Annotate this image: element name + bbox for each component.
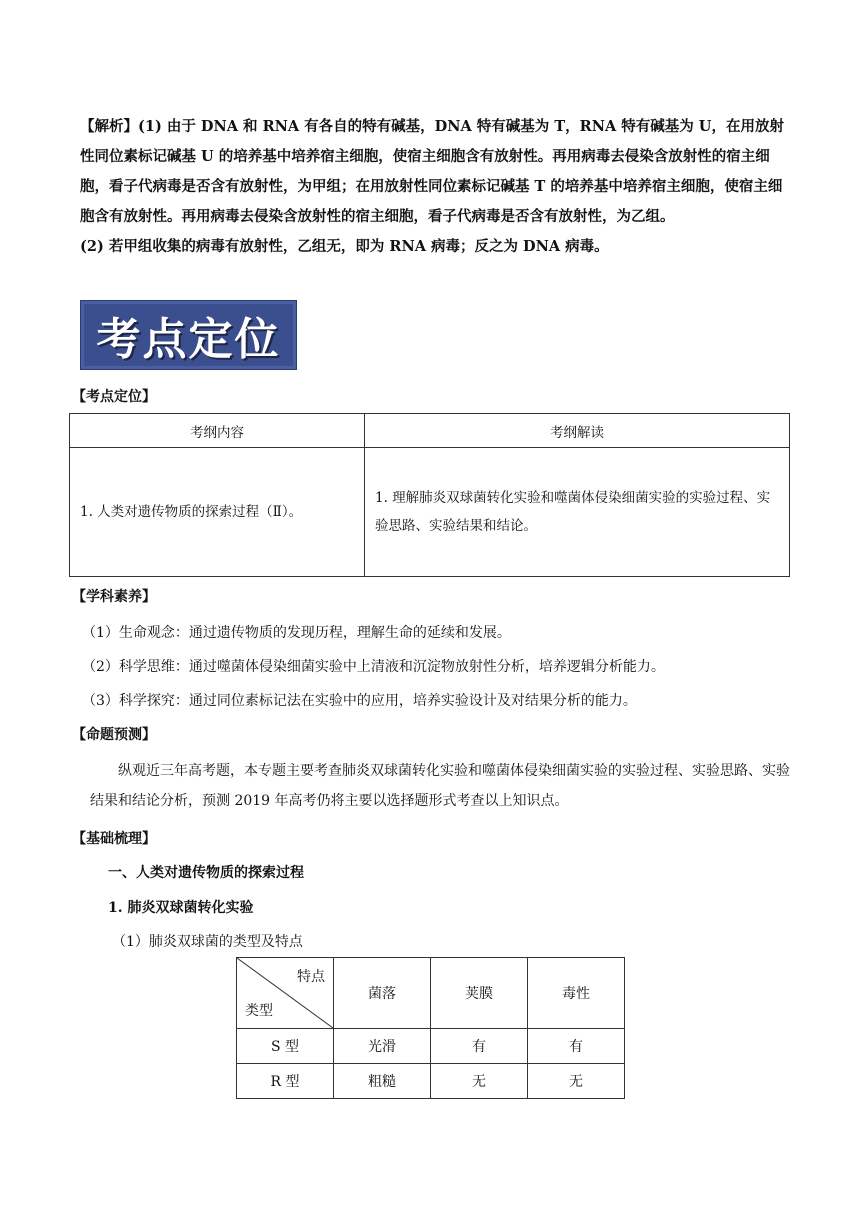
table-header-row <box>237 958 625 1029</box>
pneumococcus-types-table <box>236 957 625 1099</box>
heading-level-2: 1. 肺炎双球菌转化实验 <box>108 900 254 916</box>
cell-type: R 型 <box>237 1064 334 1099</box>
kaodian-banner <box>80 300 297 370</box>
analysis-block <box>80 112 792 262</box>
yuce-paragraph: 纵观近三年高考题，本专题主要考查肺炎双球菌转化实验和噬菌体侵染细菌实验的实验过程、实验思路、实验结果和结论分析，预测 2019 年高考仍将主要以选择题形式考查以上知识点。 <box>90 763 790 809</box>
cell-virulence: 无 <box>528 1064 625 1099</box>
diagonal-header-cell <box>237 958 334 1029</box>
cell-capsule: 有 <box>431 1029 528 1064</box>
table-header-row <box>70 414 790 448</box>
table-row <box>237 1064 625 1099</box>
section-title-jichu: 【基础梳理】 <box>72 831 156 847</box>
cell-type: S 型 <box>237 1029 334 1064</box>
table-row <box>237 1029 625 1064</box>
cell-capsule: 无 <box>431 1064 528 1099</box>
cell-colony: 粗糙 <box>334 1064 431 1099</box>
header-virulence: 毒性 <box>528 958 625 1029</box>
cell-virulence: 有 <box>528 1029 625 1064</box>
section-title-kaodian: 【考点定位】 <box>72 389 156 405</box>
cell-colony: 光滑 <box>334 1029 431 1064</box>
cell-content: 1. 人类对遗传物质的探索过程（Ⅱ）。 <box>70 448 365 577</box>
suyang-item-3: （3）科学探究：通过同位素标记法在实验中的应用，培养实验设计及对结果分析的能力。 <box>82 693 637 709</box>
suyang-item-1: （1）生命观念：通过遗传物质的发现历程，理解生命的延续和发展。 <box>82 625 511 641</box>
suyang-item-2: （2）科学思维：通过噬菌体侵染细菌实验中上清液和沉淀物放射性分析，培养逻辑分析能力。 <box>82 659 665 675</box>
exam-outline-table <box>69 413 790 577</box>
analysis-paragraph-1: 【解析】(1) 由于 DNA 和 RNA 有各自的特有碱基，DNA 特有碱基为 T，RNA 特有碱基为 U，在用放射性同位素标记碱基 U 的培养基中培养宿主细胞，使宿主细胞含有放射性。再用病毒去侵染含放射性的宿主细胞，看子代病毒是否含有放射性，为甲组；在用放射性同位素标记碱基 T 的培养基中培养宿主细胞，使宿主细胞含有放射性。再用病毒去侵染含放射性的宿主细胞，看子代病毒是否含有放射性，为乙组。 <box>80 118 784 225</box>
corner-label-type: 类型 <box>245 1003 273 1019</box>
heading-level-3: （1）肺炎双球菌的类型及特点 <box>112 934 303 950</box>
header-capsule: 荚膜 <box>431 958 528 1029</box>
analysis-paragraph-2: (2) 若甲组收集的病毒有放射性，乙组无，即为 RNA 病毒；反之为 DNA 病毒。 <box>80 238 609 255</box>
banner-text: 考点定位 <box>96 314 281 365</box>
table-row <box>70 448 790 577</box>
header-colony: 菌落 <box>334 958 431 1029</box>
heading-level-1: 一、人类对遗传物质的探索过程 <box>108 865 304 881</box>
header-content: 考纲内容 <box>70 414 365 448</box>
header-interpretation: 考纲解读 <box>365 414 790 448</box>
cell-interpretation: 1. 理解肺炎双球菌转化实验和噬菌体侵染细菌实验的实验过程、实验思路、实验结果和结论。 <box>365 448 790 577</box>
section-title-suyang: 【学科素养】 <box>72 589 156 605</box>
corner-label-feature: 特点 <box>297 969 325 985</box>
section-title-yuce: 【命题预测】 <box>72 727 156 743</box>
